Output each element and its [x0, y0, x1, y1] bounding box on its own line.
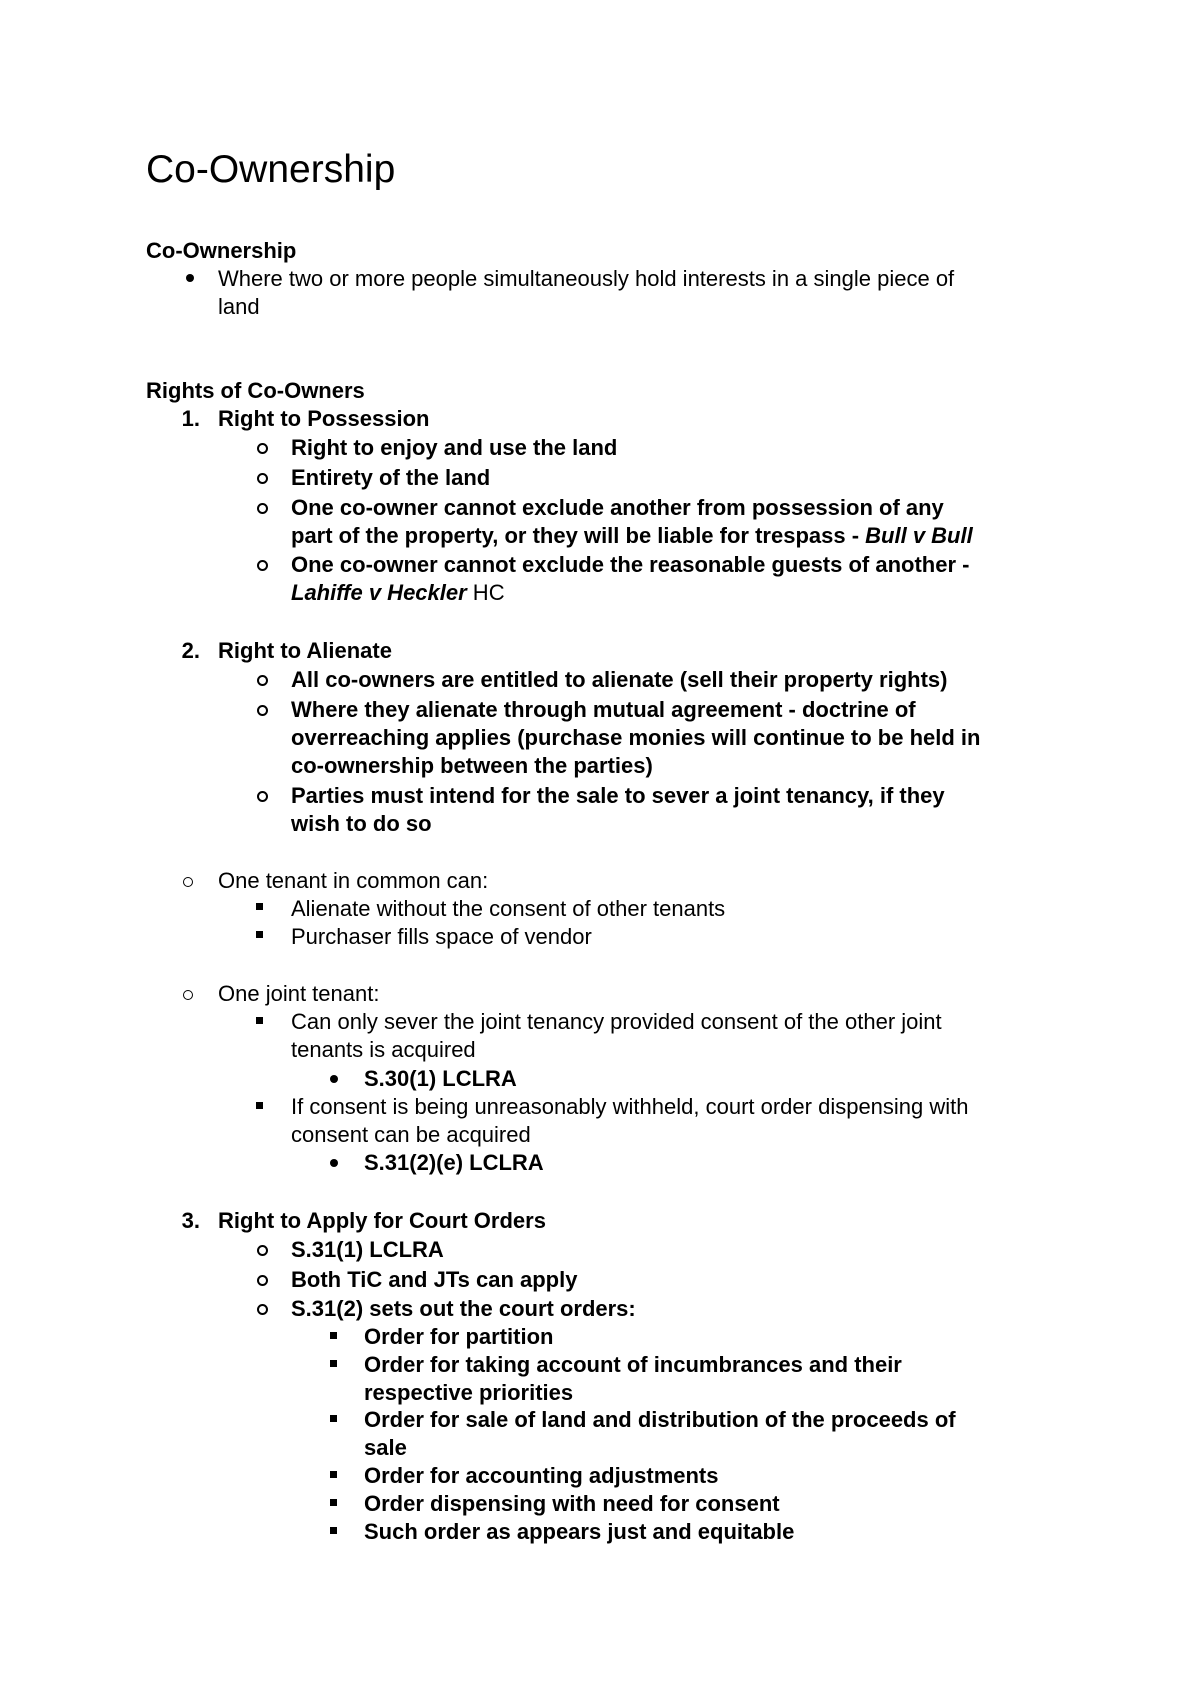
possession-point-4-line1: One co-owner cannot exclude the reasonable guests of another -: [291, 552, 970, 577]
court-order-incumbrances-line1: Order for taking account of incumbrances and their: [364, 1352, 902, 1377]
section-heading-co-ownership: Co-Ownership: [146, 238, 297, 263]
bullet-square: [256, 1102, 263, 1109]
alienate-point-2-line2: overreaching applies (purchase monies will continue to be held in: [291, 725, 981, 750]
possession-point-3-text: part of the property, or they will be liable for trespass -: [291, 523, 866, 548]
court-order-dispensing-consent: Order dispensing with need for consent: [364, 1491, 780, 1516]
bullet-square: [256, 931, 263, 938]
alienate-point-1: All co-owners are entitled to alienate (sell their property rights): [291, 667, 948, 692]
tenant-in-common-heading: One tenant in common can:: [218, 868, 489, 893]
statute-ref-s31-2-e: S.31(2)(e) LCLRA: [364, 1150, 544, 1175]
court-orders-point-3: S.31(2) sets out the court orders:: [291, 1296, 636, 1321]
bullet-circle: [257, 1245, 268, 1256]
bullet-circle: [257, 473, 268, 484]
definition-text-line2: land: [218, 294, 260, 319]
court-order-sale-line2: sale: [364, 1435, 407, 1460]
alienate-point-3-line2: wish to do so: [291, 811, 432, 836]
possession-point-3-line2: [291, 522, 973, 550]
bullet-circle: [257, 705, 268, 716]
bullet-square: [330, 1527, 337, 1534]
alienate-point-3-line1: Parties must intend for the sale to sever a joint tenancy, if they: [291, 783, 945, 808]
item-heading-possession: Right to Possession: [218, 406, 430, 431]
possession-point-4-line2: [291, 579, 505, 607]
definition-text-line1: Where two or more people simultaneously hold interests in a single piece of: [218, 266, 955, 291]
bullet-square: [256, 1017, 263, 1024]
court-order-just-equitable: Such order as appears just and equitable: [364, 1519, 795, 1544]
item-heading-court-orders: Right to Apply for Court Orders: [218, 1208, 546, 1233]
court-order-sale-line1: Order for sale of land and distribution of the proceeds of: [364, 1407, 956, 1432]
possession-point-1: Right to enjoy and use the land: [291, 435, 618, 460]
bullet-circle: [257, 443, 268, 454]
joint-tenant-point-1-line1: Can only sever the joint tenancy provided consent of the other joint: [291, 1009, 942, 1034]
joint-tenant-point-1-line2: tenants is acquired: [291, 1037, 476, 1062]
bullet-circle: [183, 877, 193, 887]
bullet-dot: [330, 1159, 338, 1167]
section-heading-rights: Rights of Co-Owners: [146, 378, 365, 403]
possession-point-2: Entirety of the land: [291, 465, 491, 490]
bullet-circle: [183, 990, 193, 1000]
tenant-in-common-point-2: Purchaser fills space of vendor: [291, 924, 592, 949]
bullet-square: [330, 1332, 337, 1339]
bullet-square: [330, 1415, 337, 1422]
bullet-circle: [257, 791, 268, 802]
alienate-point-2-line3: co-ownership between the parties): [291, 753, 653, 778]
bullet-circle: [257, 503, 268, 514]
statute-ref-s30-1: S.30(1) LCLRA: [364, 1066, 517, 1091]
bullet-dot: [186, 274, 194, 282]
bullet-square: [330, 1360, 337, 1367]
court-orders-point-2: Both TiC and JTs can apply: [291, 1267, 578, 1292]
list-number-2: 2.: [181, 638, 200, 663]
court-order-accounting: Order for accounting adjustments: [364, 1463, 719, 1488]
list-number-1: 1.: [181, 406, 200, 431]
bullet-circle: [257, 560, 268, 571]
case-name-lahiffe-v-heckler: Lahiffe v Heckler: [291, 580, 467, 605]
item-heading-alienate: Right to Alienate: [218, 638, 392, 663]
bullet-circle: [257, 675, 268, 686]
alienate-point-2-line1: Where they alienate through mutual agreement - doctrine of: [291, 697, 916, 722]
court-orders-point-1: S.31(1) LCLRA: [291, 1237, 444, 1262]
joint-tenant-heading: One joint tenant:: [218, 981, 380, 1006]
list-number-3: 3.: [181, 1208, 200, 1233]
court-label: HC: [466, 580, 505, 605]
bullet-circle: [257, 1275, 268, 1286]
bullet-square: [330, 1471, 337, 1478]
case-name-bull-v-bull: Bull v Bull: [865, 523, 973, 548]
bullet-square: [256, 903, 263, 910]
bullet-circle: [257, 1304, 268, 1315]
bullet-dot: [330, 1075, 338, 1083]
court-order-partition: Order for partition: [364, 1324, 554, 1349]
document-title: Co-Ownership: [146, 148, 396, 191]
tenant-in-common-point-1: Alienate without the consent of other tenants: [291, 896, 726, 921]
possession-point-3-line1: One co-owner cannot exclude another from possession of any: [291, 495, 944, 520]
court-order-incumbrances-line2: respective priorities: [364, 1380, 574, 1405]
bullet-square: [330, 1499, 337, 1506]
joint-tenant-point-2-line2: consent can be acquired: [291, 1122, 531, 1147]
joint-tenant-point-2-line1: If consent is being unreasonably withheld, court order dispensing with: [291, 1094, 969, 1119]
